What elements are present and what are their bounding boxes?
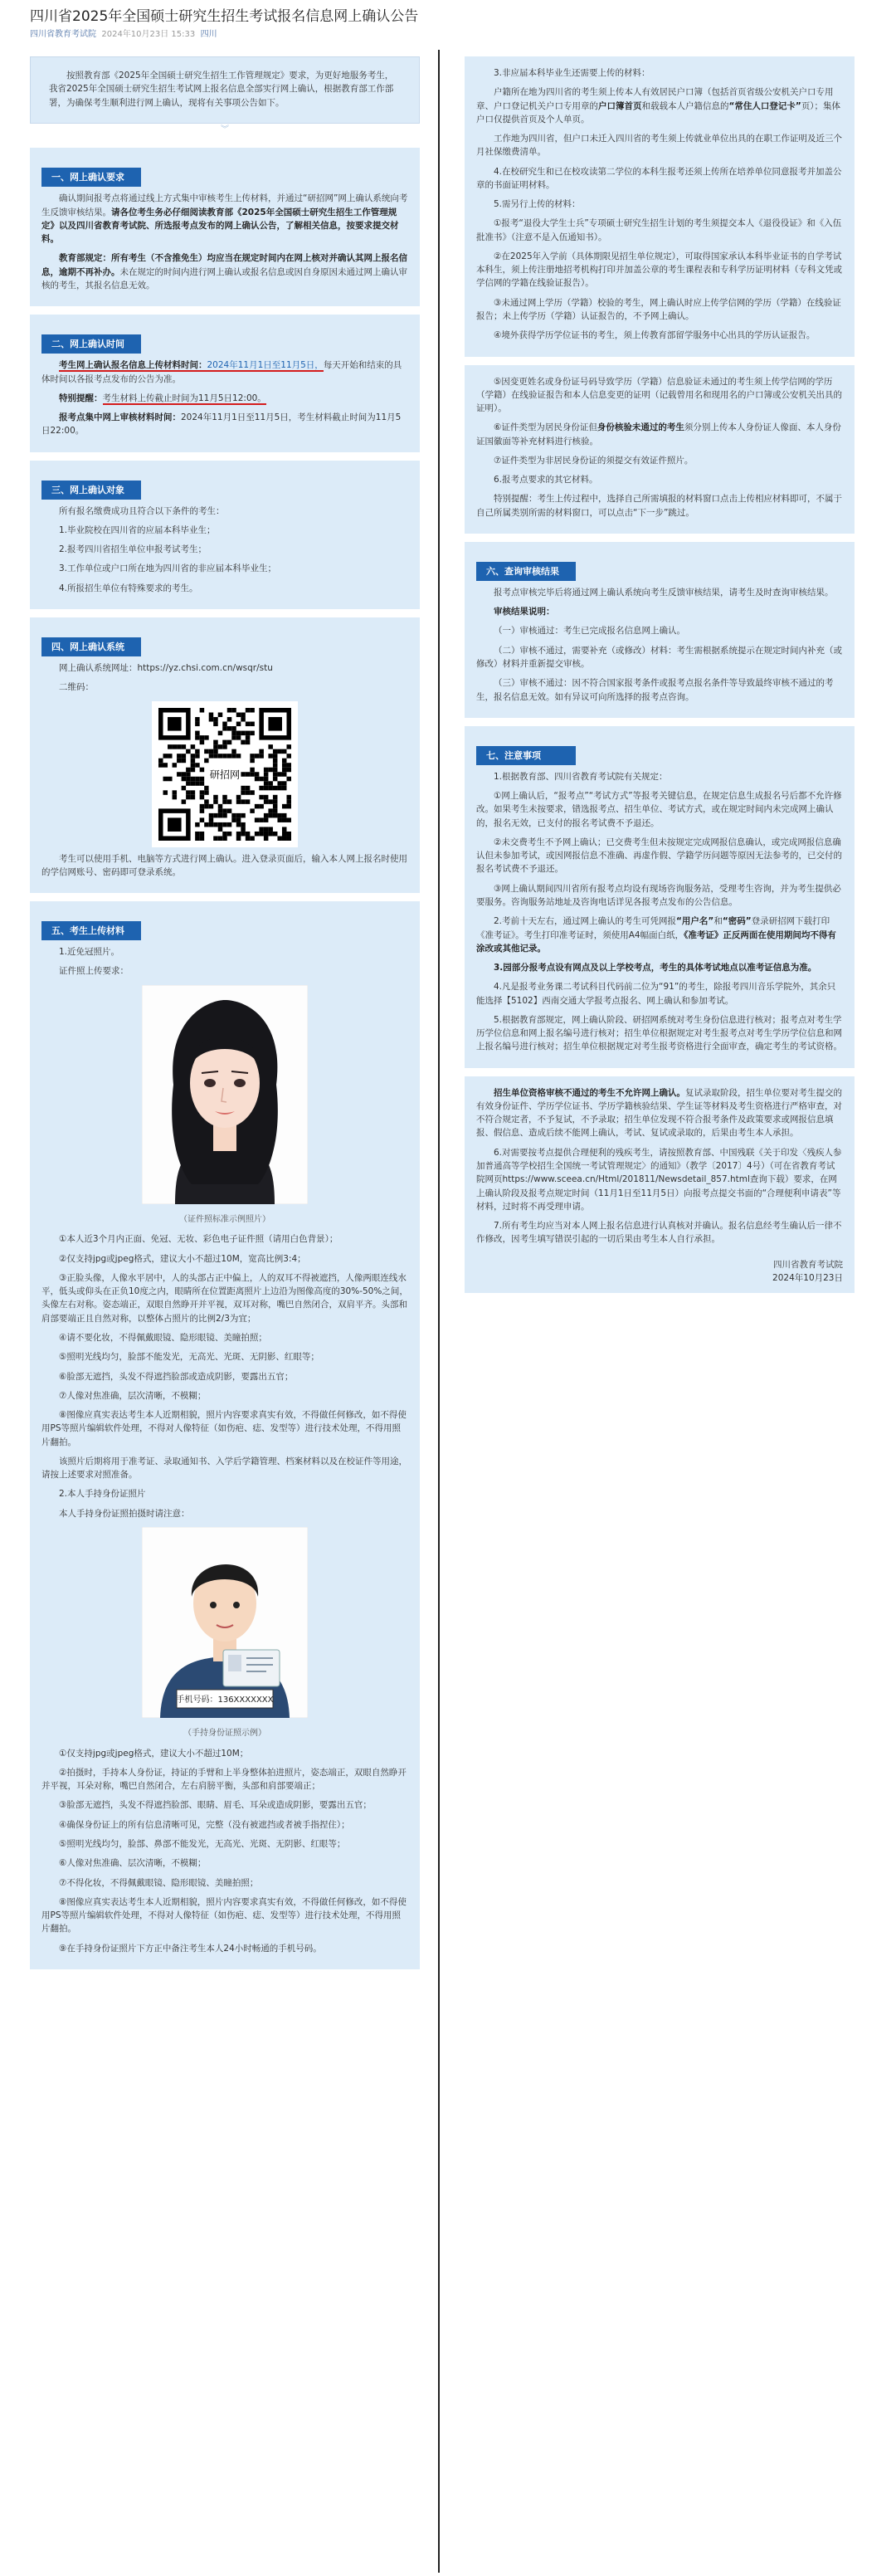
- s5-req1: ⑦人像对焦准确，层次清晰，不模糊；: [59, 1390, 207, 1401]
- r-reminder: 特别提醒：考生上传过程中，选择自己所需填报的材料窗口点击上传相应材料即可，不属于自己所属类别所需的材料窗口，可以点击“下一步”跳过。: [476, 494, 842, 518]
- s6-result: （一）审核通过：考生已完成报名信息网上确认。: [494, 626, 685, 637]
- s2-p3-bold: 报考点集中网上审核材料时间：: [59, 412, 181, 423]
- r11-c: 须分别上传本人身份证人像面、本人身份证国徽面等补充材料进行核验。: [476, 422, 841, 446]
- n8-b: 招生单位资格审核不通过的考生不允许网上确认。: [494, 1087, 685, 1098]
- r-sub: ④境外获得学历学位证书的考生，须上传教育部留学服务中心出具的学历认证报告。: [494, 330, 816, 341]
- s7-note-bold: [476, 961, 843, 974]
- s1-p1-text: 确认期间报考点将通过线上方式集中审核考生上传材料，并通过“研招网”网上确认系统向考生反馈审核结果。: [41, 193, 408, 217]
- s5-req2: ④确保身份证上的所有信息清晰可见，完整（没有被遮挡或者被手指捏住）；: [59, 1819, 350, 1830]
- photo-caption-1: （证件照标准示例照片）: [179, 1214, 270, 1224]
- s5-req1: ⑤照明光线均匀，脸部不能发光，无高光、光斑、无阴影、红眼等；: [59, 1352, 319, 1363]
- intro-panel: [30, 56, 420, 124]
- s5-req1: ①本人近3个月内正面、免冠、无妆、彩色电子证件照（请用白色背景）；: [59, 1234, 338, 1245]
- s7-note: 7.所有考生均应当对本人网上报名信息进行认真核对并确认。报名信息经考生确认后一律不作修改，因考生填写错误引起的一切后果由考生本人自行承担。: [476, 1221, 842, 1245]
- s6-result: （三）审核不通过：因不符合国家报考条件或报考点报名条件等导致最终审核不通过的考生，报名信息无效。如有异议可向所选择的报考点咨询。: [476, 678, 834, 702]
- intro-text: 按照教育部《2025年全国硕士研究生招生工作管理规定》要求，为更好地服务考生，我省2025年全国硕士研究生招生考试网上报名信息全部实行网上确认，根据教育部工作部署，为确保考生顺利进行网上确认，现将有关事项公告如下。: [49, 71, 394, 108]
- r-item-5: 5.需另行上传的材料：: [494, 199, 581, 210]
- s3-item: 2.报考四川省招生单位申报考试考生；: [59, 544, 207, 555]
- s5-item-2b: 本人手持身份证照拍摄时请注意：: [59, 1508, 190, 1519]
- s1-p2-bold: 教育部规定：所有考生（不含推免生）均应当在规定时间内在网上核对并确认其网上报名信息，逾期不再补办。: [41, 253, 407, 277]
- n6-text: 3.园部分报考点设有网点及以上学校考点，考生的具体考试地点以准考证信息为准。: [494, 963, 817, 973]
- r-item-3: 3.非应届本科毕业生还需要上传的材料：: [494, 68, 650, 78]
- s6-result: （二）审核不通过，需要补充（或修改）材料：考生需根据系统提示在规定时间内补充（或修改）材料并重新提交审核。: [476, 645, 842, 670]
- s5-req1: ③正脸头像，人像水平居中，人的头部占正中偏上，人的双耳不得被遮挡，人像两眼连线水平，低头或仰头在正负10度之内，眼睛所在位置距离照片上边沿为图像高度的30%-50%之间，头像左右对称。姿态端正，双眼自然睁开并平视，双耳对称，嘴巴自然闭合，双肩平齐。头部和肩部要端正且自然对称，以整体占照片的比例2/3为宜；: [41, 1272, 408, 1324]
- s5-req1: ⑥脸部无遮挡，头发不得遮挡脸部或造成阴影，要露出五官；: [59, 1371, 294, 1382]
- qr-code-image[interactable]: [152, 701, 298, 847]
- s2-p1-bold: 考生网上确认报名信息上传材料时间：: [59, 360, 207, 371]
- section-5-continued-2: [465, 365, 855, 534]
- section-2: [30, 315, 420, 451]
- section-6-heading: 六、查询审核结果: [476, 562, 576, 581]
- column-divider: [438, 50, 440, 2573]
- s5-req2: ⑤照明光线均匀，脸部、鼻部不能发光，无高光、光斑、无阴影、红眼等；: [59, 1839, 346, 1850]
- section-1-para-1: [41, 192, 408, 246]
- page-header: [0, 0, 896, 41]
- r2-b: 户口簿首页: [598, 100, 642, 111]
- r-sub: ⑤因变更姓名或身份证号码导致学历（学籍）信息验证未通过的考生须上传学信网的学历（学籍）在线验证报告和本人信息变更的证明（记载曾用名和现用名的户口簿或公安机关出具的证明）。: [476, 376, 842, 414]
- s7-note: 5.根据教育部规定，网上确认阶段、研招网系统对考生身份信息进行核对；报考点对考生学历学位信息和网上报名编号进行核对；招生单位根据规定对考生报考点对考生学历学位信息和网上报名编号进行核对；招生单位根据规定对考生报考资格进行全面审查，确定考生的考试资格。: [476, 1014, 842, 1052]
- s5-item-1: 1.近免冠照片。: [59, 947, 120, 958]
- phone-sign-text: 手机号码：136XXXXXXX: [176, 1695, 274, 1705]
- r11-a: ⑥证件类型为居民身份证但: [494, 422, 597, 433]
- s7-note: ③网上确认期间四川省所有报考点均设有现场咨询服务站，受理考生咨询，并为考生提供必要服务。咨询服务站地址及咨询电话详见各报考点发布的公告信息。: [476, 883, 841, 907]
- signature-org: 四川省教育考试院: [773, 1259, 843, 1270]
- s5-req1: ⑧图像应真实表达考生本人近期相貌，照片内容要求真实有效，不得做任何修改，如不得使用PS等照片编辑软件处理，不得对人像特征（如伤疤、痣、发型等）进行技术处理，不得用照片翻拍。: [41, 1410, 407, 1447]
- publish-datetime: 2024年10月23日 15:33: [101, 30, 196, 39]
- s6-para: 报考点审核完毕后将通过网上确认系统向考生反馈审核结果，请考生及时查询审核结果。: [494, 587, 834, 598]
- r-sub: ③未通过网上学历（学籍）校验的考生，网上确认时应上传学信网的学历（学籍）在线验证报告；未上传学历（学籍）认证报告的，不予网上确认。: [476, 297, 841, 321]
- section-3: [30, 461, 420, 609]
- s2-p2-text: 考生材料上传截止时间为11月5日12:00。: [102, 393, 266, 403]
- r2-e: 页）；集体户口仅提供首页及个人单页。: [476, 100, 841, 124]
- section-1-para-2: [41, 251, 408, 292]
- s5-req2: ①仅支持jpg或jpeg格式，建议大小不超过10M；: [59, 1748, 249, 1759]
- system-url[interactable]: 网上确认系统网址：https://yz.chsi.com.cn/wsqr/stu: [59, 663, 273, 673]
- r-sub: ②在2025年入学前（具体期限见招生单位规定），可取得国家承认本科毕业证书的自学考试本科生，须上传注册地招考机构打印并加盖公章的考生课程表和专科学历证明材料（专科文凭或学信网的学籍在线验证报告）。: [476, 251, 842, 289]
- n5-b: “用户名”: [676, 916, 714, 927]
- signature-date: 2024年10月23日: [772, 1272, 843, 1283]
- section-7-continued: [465, 1076, 855, 1293]
- section-2-para-3: [41, 411, 408, 438]
- s2-p2-bold: 特别提醒：: [59, 393, 103, 403]
- r11-b: 身份核验未通过的考生: [597, 422, 684, 433]
- qr-center-label: 研招网: [209, 768, 241, 780]
- s5-req2: ②拍摄时，手持本人身份证，持证的手臂和上半身整体拍进照片，姿态端正，双眼自然睁开并平视，耳朵对称，嘴巴自然闭合，左右肩膀平衡，头部和肩部要端正；: [41, 1767, 407, 1792]
- section-5: [30, 901, 420, 1969]
- article-body: [0, 46, 896, 2576]
- r-item-6: 6.报考点要求的其它材料。: [494, 475, 598, 485]
- s7-note: ②未交费考生不予网上确认；已交费考生但未按规定完成网报信息确认，或完成网报信息确认但未参加考试，或因网报信息不准确、再虚作假、学籍学历问题等原因无法参考的，已交付的报名考试费不予退还。: [476, 837, 842, 875]
- s5-req1: ④请不要化妆，不得佩戴眼镜、隐形眼镜、美瞳拍照；: [59, 1333, 267, 1343]
- s1-p2-text: 未在规定的时间内进行网上确认或报名信息或因自身原因未通过网上确认审核的考生，其报名信息无效。: [41, 266, 407, 290]
- s5-req2: ⑦不得化妆，不得佩戴眼镜、隐形眼镜、美瞳拍照；: [59, 1877, 259, 1888]
- r-sub: ①报考“退役大学生士兵”专项硕士研究生招生计划的考生须提交本人《退役役证》和《入伍批准书》（注意不是入伍通知书）。: [476, 218, 842, 242]
- s2-p3-text: 2024年11月1日至11月5日，考生材料截止时间为11月5日22:00。: [41, 412, 402, 437]
- s7-note: ①网上确认后，“报考点”“考试方式”等报考关键信息，在规定信息生成报名号后都不允许修改。如果考生未按要求，错选报考点、招生单位、考试方式，或在规定时间内未完成网上确认的，报名无效，已支付的报名考试费不予退还。: [476, 791, 842, 828]
- qr-label: 二维码：: [59, 682, 94, 693]
- section-2-heading: 二、网上确认时间: [41, 334, 141, 354]
- hold-id-photo-sample: [41, 1527, 408, 1722]
- qr-code-svg: [158, 708, 291, 841]
- s1-p1-bold: 请各位考生务必仔细阅读教育部《2025年全国硕士研究生招生工作管理规定》以及四川省教育考试院、所选报考点发布的网上确认公告，了解相关信息，按要求提交材料。: [41, 207, 399, 245]
- qr-code-wrap: [41, 701, 408, 847]
- section-7-heading: 七、注意事项: [476, 746, 576, 765]
- left-column: [30, 56, 420, 1978]
- section-5-heading: 五、考生上传材料: [41, 921, 141, 940]
- photo-caption-2: （手持身份证照示例）: [183, 1729, 266, 1739]
- source-link[interactable]: 四川省教育考试院: [30, 30, 96, 39]
- n5-c: 和: [713, 916, 723, 927]
- r2-a: 户籍所在地为四川省的考生须上传本人有效居民户口簿（包括首页省级公安机关户口专用章、户口登记机关户口专用章的: [476, 87, 834, 111]
- r-item-4: 4.在校研究生和已在校攻读第二学位的本科生报考还须上传所在培养单位同意报考并加盖公章的书面证明材料。: [476, 166, 842, 190]
- s7-admission: [476, 915, 843, 955]
- n5-a: 2.考前十天左右，通过网上确认的考生可凭网报: [494, 916, 677, 927]
- s7-note: 1.根据教育部、四川省教育考试院有关规定：: [494, 771, 668, 782]
- chevron-down-icon: ︾: [221, 124, 229, 134]
- r2-c: 和载载本人户籍信息的: [641, 100, 729, 111]
- section-4-heading: 四、网上确认系统: [41, 637, 141, 656]
- section-3-heading: 三、网上确认对象: [41, 481, 141, 500]
- s2-p1-text: 每天开始和结束的具体时间以各报考点发布的公告为准。: [41, 360, 402, 384]
- section-4: [30, 617, 420, 893]
- r2-d: “常住人口登记卡”: [728, 100, 801, 111]
- s3-item: 3.工作单位或户口所在地为四川省的非应届本科毕业生；: [59, 564, 277, 574]
- region-tag[interactable]: 四川: [200, 30, 217, 39]
- s7-qual: [476, 1086, 843, 1140]
- n5-e: 登录研招网下载打印《准考证》。考生打印准考证时，须使用A4幅面白纸，: [476, 916, 830, 940]
- n5-d: “密码”: [722, 916, 752, 927]
- s5-req2: ⑨在手持身份证照片下方正中备注考生本人24小时畅通的手机号码。: [59, 1943, 322, 1954]
- r-sub: ⑦证件类型为非居民身份证的须提交有效证件照片。: [494, 455, 694, 466]
- section-2-para-2: [41, 392, 408, 405]
- section-5-continued: [465, 56, 855, 357]
- s7-note: 4.凡是报考业务课二考试科目代码前二位为“91”的考生，除报考四川音乐学院外，其余只能选择【5102】西南交通大学报考点报名、网上确认和参加考试。: [476, 982, 836, 1006]
- n8-c: 复试录取阶段，招生单位要对考生提交的有效身份证件、学历学位证书、学历学籍核验结果、学生证等材料及考生资格进行严格审查，对不符合规定者，不予复试，不予录取；招生单位发现不符合报考条件及政策要求或网报信息填报、假信息、造成后续不能网上确认，考试、复试或录取的，后果由考生本人承担。: [476, 1087, 842, 1139]
- s2-p1-date: 2024年11月1日至11月5日，: [207, 360, 324, 371]
- s6-label-text: 审核结果说明：: [494, 607, 555, 617]
- id-photo-sample: [41, 985, 408, 1208]
- section-1: [30, 148, 420, 306]
- s5-item-1b: 证件照上传要求：: [59, 966, 129, 977]
- page-title: 四川省2025年全国硕士研究生招生考试报名信息网上确认公告: [30, 8, 419, 25]
- s5-req1: ②仅支持jpg或jpeg格式，建议大小不超过10M，宽高比例3:4；: [59, 1253, 306, 1264]
- right-column: [465, 56, 855, 1301]
- s3-item: 1.毕业院校在四川省的应届本科毕业生；: [59, 524, 216, 535]
- s5-item-2: 2.本人手持身份证照片: [59, 1489, 146, 1500]
- s5-note: 该照片后期将用于准考证、录取通知书、入学后学籍管理、档案材料以及在校证件等用途，请按上述要求对照准备。: [41, 1456, 407, 1481]
- r-identity: [476, 421, 843, 448]
- n5-f: 《准考证》正反两面在使用期间均不得有涂改或其他记录。: [476, 929, 836, 954]
- r-hukou: [476, 85, 843, 126]
- s6-label: [476, 605, 843, 618]
- hold-id-illustration: [142, 1527, 308, 1718]
- s5-req2: ⑥人像对焦准确、层次清晰，不模糊；: [59, 1858, 207, 1869]
- id-photo-illustration: [142, 985, 308, 1204]
- section-1-heading: 一、网上确认要求: [41, 168, 141, 187]
- s5-req2: ③脸部无遮挡，头发不得遮挡脸部、眼睛、眉毛、耳朵或造成阴影，要露出五官；: [59, 1800, 372, 1811]
- section-7: [465, 726, 855, 1068]
- r-work: 工作地为四川省，但户口未迁入四川省的考生须上传就业单位出具的在职工作证明及近三个月社保缴费清单。: [476, 134, 842, 158]
- s3-item: 4.所报招生单位有特殊要求的考生。: [59, 583, 198, 593]
- s7-note: 6.对需要按考点提供合理便利的残疾考生，请按照教育部、中国残联《关于印发〈残疾人参加普通高等学校招生全国统一考试管理规定〉的通知》（教学〔2017〕4号）（可在省教育考试院网页https://www.sceea.cn/Html/201811/Newsdetail_857.html查询下载）要求，在网上确认阶段及报考点规定时间（11月1日至11月5日）向报考点提交书面的“合理便利申请表”等材料，过时将不再受理申请。: [476, 1147, 842, 1212]
- article-meta: [30, 28, 866, 41]
- section-2-para-1: [41, 359, 408, 386]
- section-4-para: 考生可以使用手机、电脑等方式进行网上确认。进入登录页面后，输入本人网上报名时使用的学信网账号、密码即可登录系统。: [41, 853, 407, 877]
- s3-lead: 所有报名缴费成功且符合以下条件的考生：: [59, 505, 225, 516]
- signature-block: [476, 1258, 843, 1286]
- s5-req2: ⑧图像应真实表达考生本人近期相貌，照片内容要求真实有效，不得做任何修改，如不得使用PS等照片编辑软件处理，不得对人像特征（如伤疤、痣、发型等）进行技术处理，不得用照片翻拍。: [41, 1896, 407, 1934]
- section-6: [465, 542, 855, 718]
